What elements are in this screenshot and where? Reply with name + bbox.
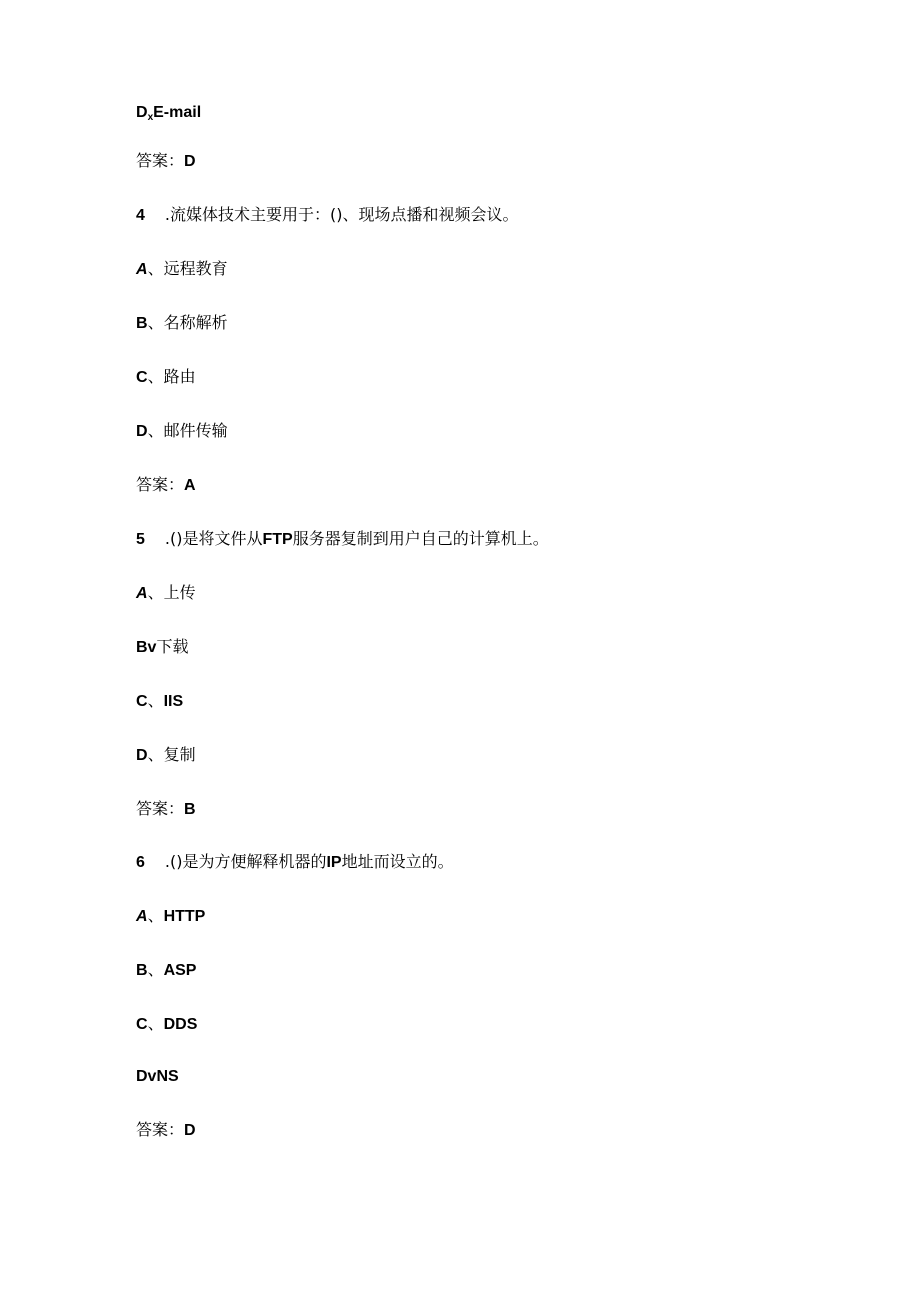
option-text: ASP (163, 962, 197, 979)
question-text-term: FTP (262, 531, 293, 548)
option-text: 、路由 (147, 367, 196, 386)
question-text-term: IP (326, 854, 342, 871)
answer-q6 (136, 1120, 196, 1141)
question-number: 6 (136, 854, 145, 871)
option-letter: D (136, 747, 148, 764)
option-separator: 、 (147, 906, 164, 925)
option-letter: A (136, 585, 148, 602)
option-text: E-mail (153, 104, 202, 121)
option-a-q4 (136, 259, 228, 280)
option-letter: A (136, 261, 148, 278)
answer-value: A (184, 477, 196, 494)
option-d-q4 (136, 421, 228, 442)
option-letter: A (136, 908, 148, 925)
option-a-q6 (136, 906, 205, 927)
answer-label: 答案： (136, 1120, 185, 1139)
answer-value: D (184, 153, 196, 170)
answer-value: D (184, 1122, 196, 1139)
answer-label: 答案： (136, 151, 185, 170)
question-6 (136, 852, 454, 873)
option-b-q5 (136, 637, 188, 658)
option-separator: 、 (147, 691, 164, 710)
question-number: 5 (136, 531, 145, 548)
option-text: DDS (163, 1016, 198, 1033)
option-text: 下载 (156, 637, 189, 656)
option-text: HTTP (163, 908, 206, 925)
question-text-part: 服务器复制到用户自己的计算机上。 (292, 529, 549, 548)
option-c-q6 (136, 1014, 197, 1035)
option-letter: C (136, 1016, 148, 1033)
option-d-q3 (136, 102, 201, 128)
option-separator: 、 (147, 960, 164, 979)
option-b-q4 (136, 313, 228, 334)
question-5 (136, 529, 549, 550)
answer-label: 答案： (136, 799, 185, 818)
option-separator: x (147, 112, 154, 123)
option-text: 、上传 (147, 583, 196, 602)
option-a-q5 (136, 583, 196, 604)
question-text-part: .()是将文件从 (164, 529, 263, 548)
answer-label: 答案： (136, 475, 185, 494)
option-b-q6 (136, 960, 196, 981)
question-number: 4 (136, 207, 145, 224)
option-c-q4 (136, 367, 196, 388)
option-text: 、复制 (147, 745, 196, 764)
answer-q5 (136, 799, 196, 820)
question-text-part: 地址而设立的。 (341, 852, 454, 871)
option-letter: B (136, 962, 148, 979)
option-letter: Bv (136, 639, 157, 656)
question-4 (136, 205, 518, 226)
option-text: DvNS (136, 1068, 179, 1085)
option-c-q5 (136, 691, 183, 712)
option-text: 、远程教育 (147, 259, 228, 278)
answer-q4 (136, 475, 196, 496)
option-text: 、邮件传输 (147, 421, 228, 440)
question-text-part: .()是为方便解释机器的 (164, 852, 327, 871)
question-text: .流媒体技术主要用于：()、现场点播和视频会议。 (164, 205, 519, 224)
option-letter: B (136, 315, 148, 332)
option-d-q6 (136, 1066, 179, 1087)
option-letter: D (136, 423, 148, 440)
option-text: IIS (163, 693, 184, 710)
option-letter: D (136, 104, 148, 121)
option-d-q5 (136, 745, 196, 766)
option-separator: 、 (147, 1014, 164, 1033)
option-text: 、名称解析 (147, 313, 228, 332)
option-letter: C (136, 369, 148, 386)
answer-value: B (184, 801, 196, 818)
option-letter: C (136, 693, 148, 710)
answer-q3 (136, 151, 196, 172)
